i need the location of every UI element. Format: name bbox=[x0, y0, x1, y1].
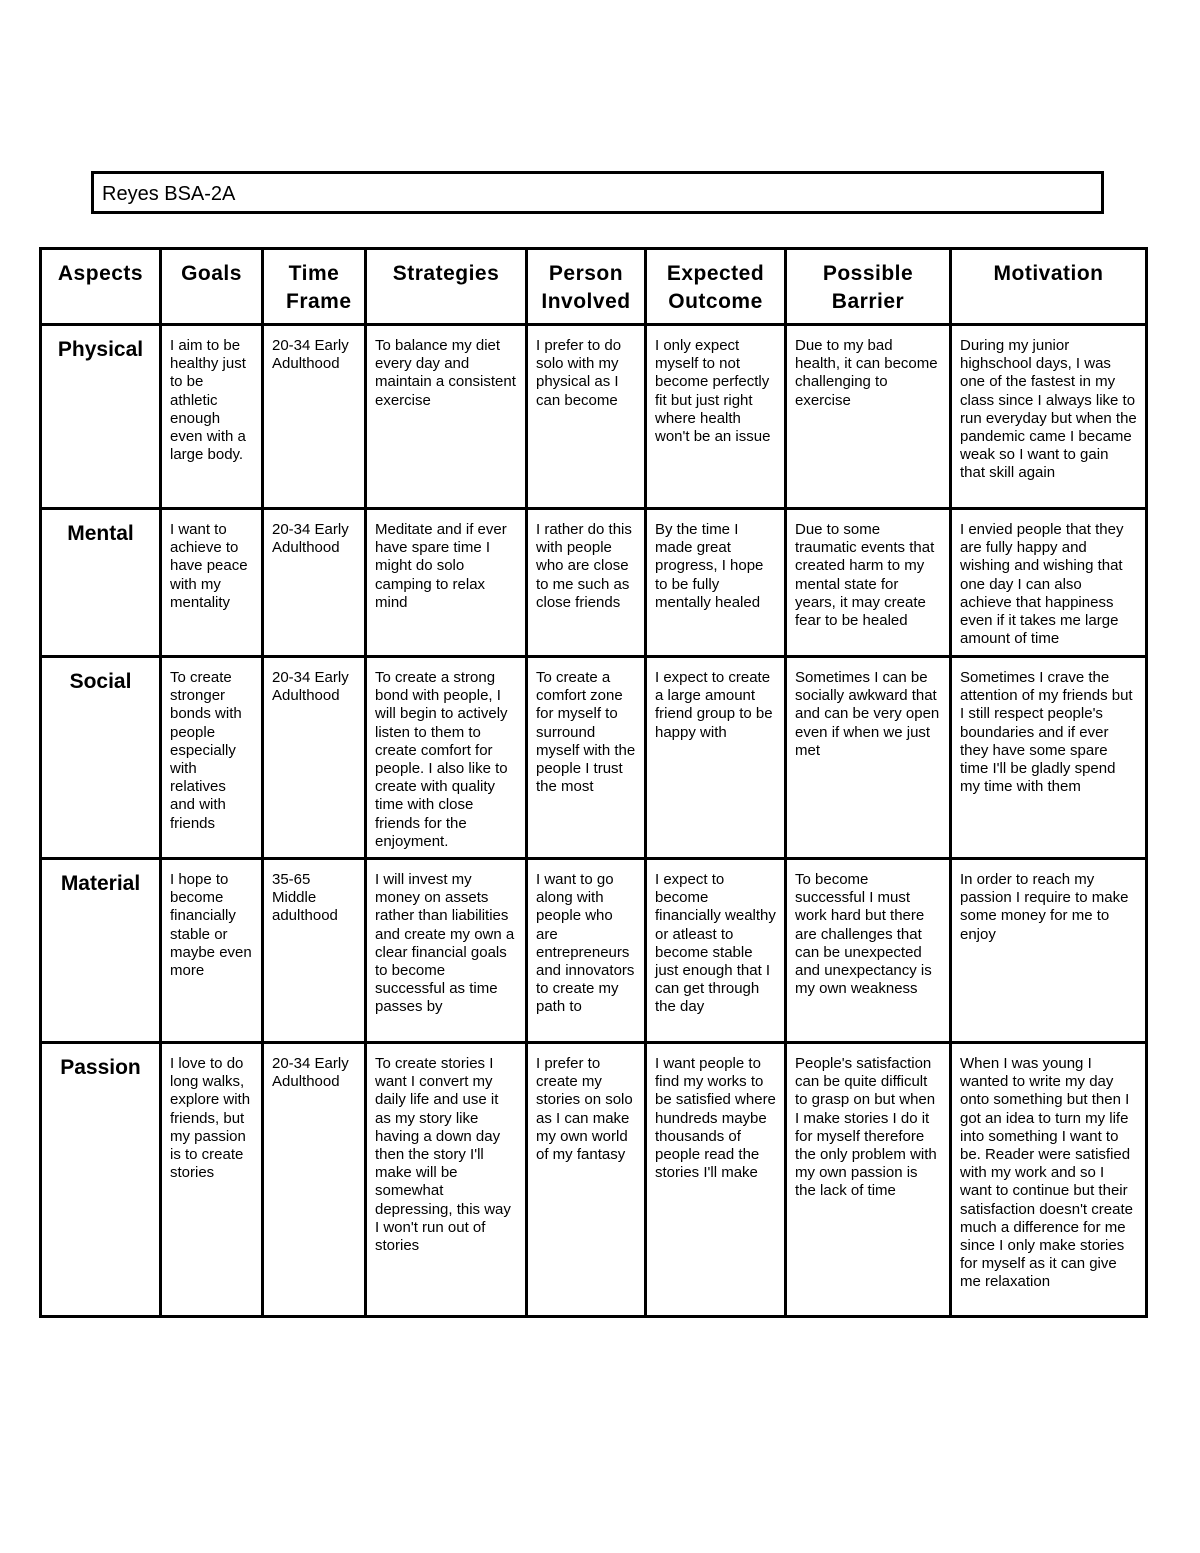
possible-barrier-cell: Due to my bad health, it can become challenging to exercise bbox=[786, 325, 951, 509]
header-aspects: Aspects bbox=[41, 249, 161, 325]
goals-cell: I want to achieve to have peace with my mentality bbox=[161, 509, 263, 657]
aspect-cell: Physical bbox=[41, 325, 161, 509]
time-frame-cell: 35-65 Middle adulthood bbox=[263, 859, 366, 1043]
time-frame-cell: 20-34 Early Adulthood bbox=[263, 1043, 366, 1317]
table-row bbox=[41, 657, 1147, 859]
possible-barrier-cell: To become successful I must work hard but there are challenges that can be unexpected and unexpectancy is my own weakness bbox=[786, 859, 951, 1043]
expected-outcome-cell: I only expect myself to not become perfectly fit but just right where health won't be an issue bbox=[646, 325, 786, 509]
person-involved-cell: I prefer to create my stories on solo as I can make my own world of my fantasy bbox=[527, 1043, 646, 1317]
table-row bbox=[41, 509, 1147, 657]
expected-outcome-cell: By the time I made great progress, I hope to be fully mentally healed bbox=[646, 509, 786, 657]
motivation-cell: In order to reach my passion I require to make some money for me to enjoy bbox=[951, 859, 1147, 1043]
person-involved-cell: I want to go along with people who are entrepreneurs and innovators to create my path to bbox=[527, 859, 646, 1043]
strategies-cell: To balance my diet every day and maintain a consistent exercise bbox=[366, 325, 527, 509]
strategies-cell: I will invest my money on assets rather than liabilities and create my own a clear financial goals to become successful as time passes by bbox=[366, 859, 527, 1043]
strategies-cell: Meditate and if ever have spare time I might do solo camping to relax mind bbox=[366, 509, 527, 657]
strategies-cell: To create stories I want I convert my daily life and use it as my story like having a down day then the story I'll make will be somewhat depressing, this way I won't run out of stories bbox=[366, 1043, 527, 1317]
person-involved-cell: I rather do this with people who are close to me such as close friends bbox=[527, 509, 646, 657]
name-section-box bbox=[91, 171, 1104, 214]
expected-outcome-cell: I expect to become financially wealthy or atleast to become stable just enough that I can get through the day bbox=[646, 859, 786, 1043]
possible-barrier-cell: Due to some traumatic events that created harm to my mental state for years, it may create fear to be healed bbox=[786, 509, 951, 657]
aspect-cell: Material bbox=[41, 859, 161, 1043]
header-time-frame: Time Frame bbox=[263, 249, 366, 325]
header-possible-barrier: Possible Barrier bbox=[786, 249, 951, 325]
header-goals: Goals bbox=[161, 249, 263, 325]
motivation-cell: When I was young I wanted to write my day onto something but then I got an idea to turn my life into something I want to be. Reader were satisfied with my work and so I want to continue but their satisfaction doesn't create much a difference for me since I only make stories for myself as it can give me relaxation bbox=[951, 1043, 1147, 1317]
expected-outcome-cell: I want people to find my works to be satisfied where hundreds maybe thousands of people read the stories I'll make bbox=[646, 1043, 786, 1317]
table-header-row bbox=[41, 249, 1147, 325]
time-frame-cell: 20-34 Early Adulthood bbox=[263, 325, 366, 509]
possible-barrier-cell: Sometimes I can be socially awkward that and can be very open even if when we just met bbox=[786, 657, 951, 859]
time-frame-cell: 20-34 Early Adulthood bbox=[263, 657, 366, 859]
header-motivation: Motivation bbox=[951, 249, 1147, 325]
header-strategies: Strategies bbox=[366, 249, 527, 325]
goals-cell: I love to do long walks, explore with friends, but my passion is to create stories bbox=[161, 1043, 263, 1317]
motivation-cell: Sometimes I crave the attention of my friends but I still respect people's boundaries and if ever they have some spare time I'll be gladly spend my time with them bbox=[951, 657, 1147, 859]
aspect-cell: Passion bbox=[41, 1043, 161, 1317]
expected-outcome-cell: I expect to create a large amount friend group to be happy with bbox=[646, 657, 786, 859]
header-person-involved: Person Involved bbox=[527, 249, 646, 325]
table-row bbox=[41, 325, 1147, 509]
motivation-cell: I envied people that they are fully happy and wishing and wishing that one day I can also achieve that happiness even if it takes me large amount of time bbox=[951, 509, 1147, 657]
table-row bbox=[41, 1043, 1147, 1317]
aspect-cell: Mental bbox=[41, 509, 161, 657]
life-plan-table bbox=[39, 247, 1148, 1318]
student-name-text: Reyes BSA-2A bbox=[102, 183, 236, 205]
possible-barrier-cell: People's satisfaction can be quite difficult to grasp on but when I make stories I do it for myself therefore the only problem with my own passion is the lack of time bbox=[786, 1043, 951, 1317]
time-frame-cell: 20-34 Early Adulthood bbox=[263, 509, 366, 657]
table-row bbox=[41, 859, 1147, 1043]
person-involved-cell: I prefer to do solo with my physical as I can become bbox=[527, 325, 646, 509]
motivation-cell: During my junior highschool days, I was one of the fastest in my class since I always like to run everyday but when the pandemic came I became weak so I want to gain that skill again bbox=[951, 325, 1147, 509]
goals-cell: To create stronger bonds with people especially with relatives and with friends bbox=[161, 657, 263, 859]
strategies-cell: To create a strong bond with people, I will begin to actively listen to them to create comfort for people. I also like to create with quality time with close friends for the enjoyment. bbox=[366, 657, 527, 859]
aspect-cell: Social bbox=[41, 657, 161, 859]
header-expected-outcome: Expected Outcome bbox=[646, 249, 786, 325]
goals-cell: I aim to be healthy just to be athletic enough even with a large body. bbox=[161, 325, 263, 509]
person-involved-cell: To create a comfort zone for myself to surround myself with the people I trust the most bbox=[527, 657, 646, 859]
goals-cell: I hope to become financially stable or maybe even more bbox=[161, 859, 263, 1043]
